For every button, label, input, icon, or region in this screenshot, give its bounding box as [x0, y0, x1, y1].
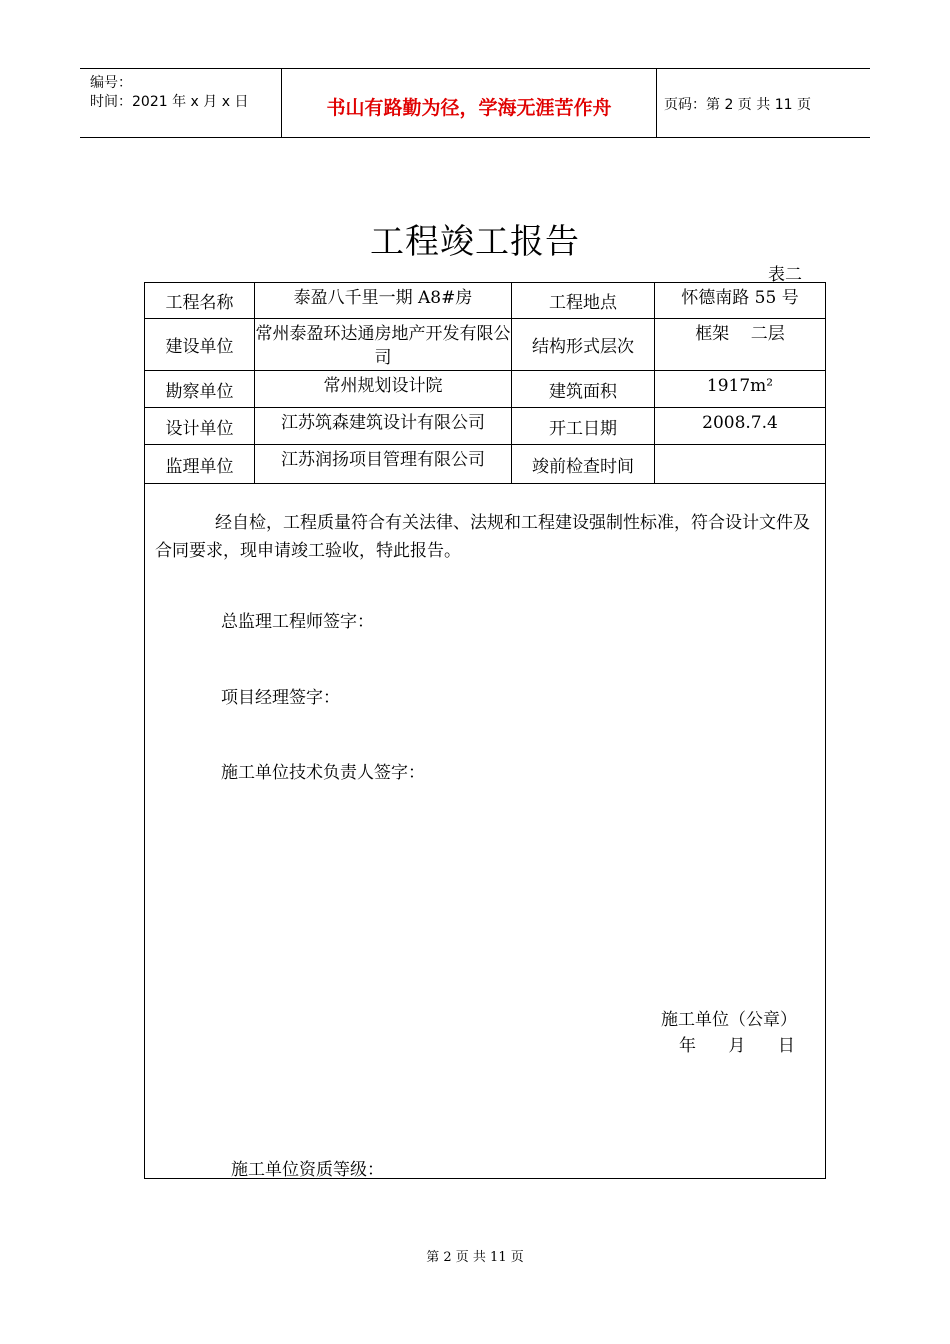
value-developer: 常州泰盈环达通房地产开发有限公司: [255, 319, 512, 371]
label-developer: 建设单位: [145, 319, 255, 371]
page-header: [80, 68, 870, 138]
table-row: [145, 408, 826, 445]
document-title: 工程竣工报告: [370, 222, 580, 262]
table-row: [145, 371, 826, 408]
project-info-table: [144, 282, 826, 484]
label-floor-area: 建筑面积: [512, 371, 655, 408]
table-row: [145, 283, 826, 319]
doc-time-label: 时间：2021 年 x 月 x 日: [90, 94, 249, 110]
value-project-location: 怀德南路 55 号: [655, 283, 826, 319]
motto-text: 书山有路勤为径，学海无涯苦作舟: [326, 97, 612, 119]
value-survey-unit: 常州规划设计院: [255, 371, 512, 408]
page-footer: 第 2 页 共 11 页: [426, 1250, 524, 1265]
project-manager-signature-label: 项目经理签字：: [221, 688, 340, 708]
label-project-location: 工程地点: [512, 283, 655, 319]
doc-id-label: 编号：: [90, 75, 132, 91]
label-survey-unit: 勘察单位: [145, 371, 255, 408]
label-inspection-time: 竣前检查时间: [512, 445, 655, 484]
value-supervision-unit: 江苏润扬项目管理有限公司: [255, 445, 512, 484]
tech-lead-signature-label: 施工单位技术负责人签字：: [221, 763, 425, 783]
company-seal-label: 施工单位（公章）: [661, 1010, 797, 1030]
table-row: [145, 445, 826, 484]
value-structure: 框架 二层: [655, 319, 826, 371]
value-floor-area: 1917m²: [655, 371, 826, 408]
label-structure: 结构形式层次: [512, 319, 655, 371]
value-design-unit: 江苏筑森建筑设计有限公司: [255, 408, 512, 445]
header-page-label: 页码：第 2 页 共 11 页: [664, 97, 811, 113]
table-row: [145, 319, 826, 371]
value-start-date: 2008.7.4: [655, 408, 826, 445]
label-project-name: 工程名称: [145, 283, 255, 319]
chief-supervisor-signature-label: 总监理工程师签字：: [221, 612, 374, 632]
statement-paragraph: 经自检，工程质量符合有关法律、法规和工程建设强制性标准，符合设计文件及合同要求，现申请竣工验收，特此报告。: [155, 513, 810, 561]
label-start-date: 开工日期: [512, 408, 655, 445]
label-design-unit: 设计单位: [145, 408, 255, 445]
qualification-label: 施工单位资质等级：: [231, 1160, 384, 1180]
label-supervision-unit: 监理单位: [145, 445, 255, 484]
header-motto-cell: [281, 69, 657, 137]
header-meta: [80, 69, 281, 137]
date-line: 年 月 日: [679, 1036, 795, 1056]
value-project-name: 泰盈八千里一期 A8#房: [255, 283, 512, 319]
report-body: [144, 481, 826, 1179]
header-page-cell: [656, 69, 870, 137]
table-number: 表二: [768, 265, 802, 285]
value-inspection-time: [655, 445, 826, 484]
